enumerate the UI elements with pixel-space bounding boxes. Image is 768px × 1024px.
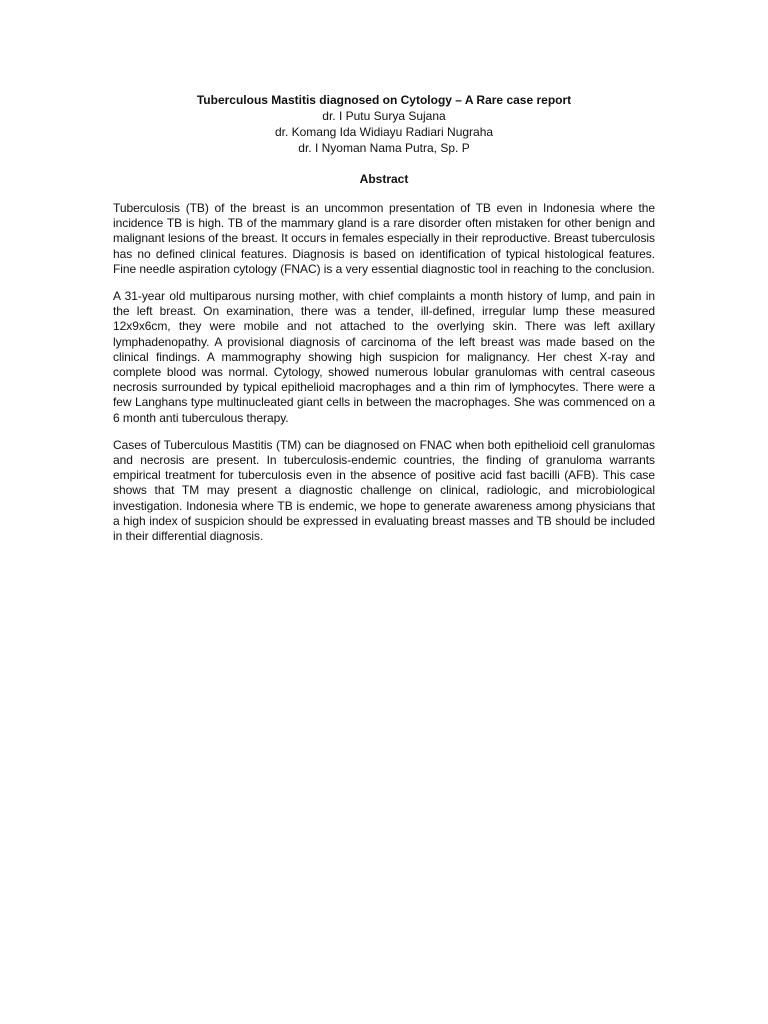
paper-title: Tuberculous Mastitis diagnosed on Cytology – A Rare case report — [196, 93, 572, 107]
author-2: dr. Komang Ida Widiayu Radiari Nugraha — [274, 125, 494, 139]
author-1: dr. I Putu Surya Sujana — [322, 109, 446, 123]
document-header — [113, 92, 655, 156]
abstract-paragraph-2: A 31-year old multiparous nursing mother, with chief complaints a month history of lump, and pain in the left breast. On examination, there was a tender, ill-defined, irregular lump these measured 12x9x6cm, they were mobile and not attached to the overlying skin. There was left axillary lymphadenopathy. A provisional diagnosis of carcinoma of the left breast was made based on the clinical findings. A mammography showing high suspicion for malignancy. Her chest X-ray and complete blood was normal. Cytology, showed numerous lobular granulomas with central caseous necrosis surrounded by typical epithelioid macrophages and a thin rim of lymphocytes. There were a few Langhans type multinucleated giant cells in between the macrophages. She was commenced on a 6 month anti tuberculous therapy. — [113, 289, 655, 425]
abstract-heading: Abstract — [359, 172, 409, 186]
author-3: dr. I Nyoman Nama Putra, Sp. P — [298, 141, 470, 155]
abstract-paragraph-1: Tuberculosis (TB) of the breast is an uncommon presentation of TB even in Indonesia where the incidence TB is high. TB of the mammary gland is a rare disorder often mistaken for other benign and malignant lesions of the breast. It occurs in females especially in their reproductive. Breast tuberculosis has no defined clinical features. Diagnosis is based on identification of typical histological features. Fine needle aspiration cytology (FNAC) is a very essential diagnostic tool in reaching to the conclusion. — [113, 201, 655, 276]
document-page — [113, 92, 655, 556]
abstract-paragraph-3: Cases of Tuberculous Mastitis (TM) can be diagnosed on FNAC when both epithelioid cell granulomas and necrosis are present. In tuberculosis-endemic countries, the finding of granuloma warrants empirical treatment for tuberculosis even in the absence of positive acid fast bacilli (AFB). This case shows that TM may present a diagnostic challenge on clinical, radiologic, and microbiological investigation. Indonesia where TB is endemic, we hope to generate awareness among physicians that a high index of suspicion should be expressed in evaluating breast masses and TB should be included in their differential diagnosis. — [113, 437, 655, 544]
